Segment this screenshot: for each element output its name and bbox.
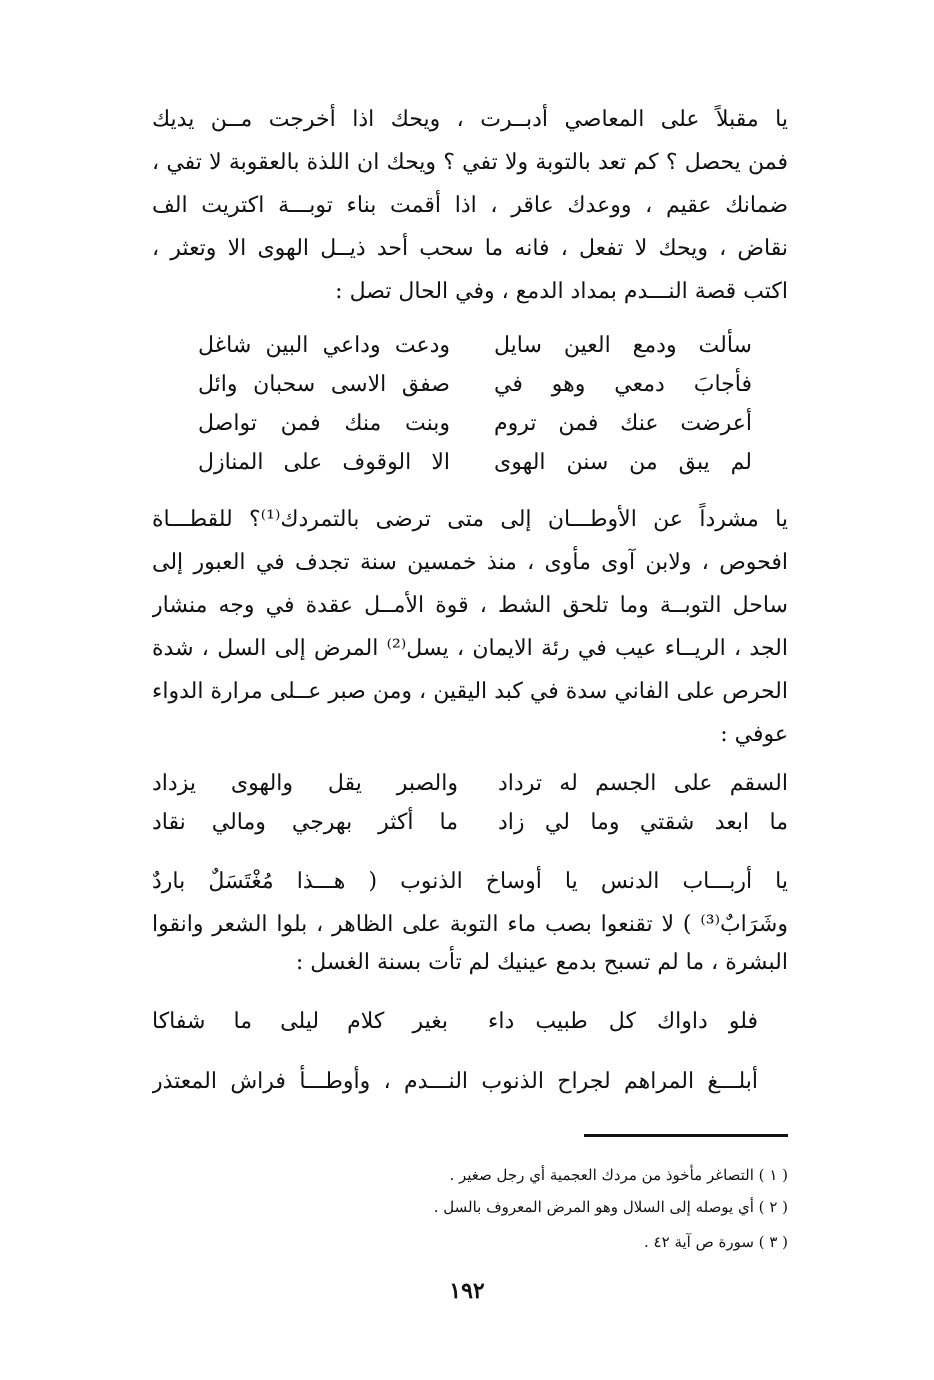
verse-block-1: [198, 326, 752, 482]
text-line: وشَرَابٌ⁽³⁾ ) لا تقنعوا بصب ماء التوبة على الظاهر ، بلوا الشعر وانقوا: [152, 912, 788, 937]
verse-line: [198, 326, 752, 365]
verse-hemistich-left: بغير كلام ليلى ما شفاكا: [152, 1009, 448, 1034]
verse-hemistich-right: لم يبق من سنن الهوى: [494, 450, 752, 475]
verse-block-3: [152, 1002, 758, 1041]
text-line: يا مشرداً عن الأوطـــان إلى متى ترضى بالتمردك⁽¹⁾؟ للقطـــاة: [152, 507, 788, 532]
text-line: عوفي :: [720, 722, 788, 747]
verse-hemistich-right: سألت ودمع العين سايل: [494, 333, 752, 358]
text-line: الحرص على الفاني سدة في كبد اليقين ، ومن صبر عــلى مرارة الدواء: [152, 679, 788, 704]
verse-line: [198, 404, 752, 443]
verse-hemistich-left: ما أكثر بهرجي ومالي نقاد: [152, 810, 458, 835]
footnote-2: ( ٢ ) أي يوصله إلى السلال وهو المرض المعروف بالسل .: [433, 1198, 788, 1216]
text-line: فمن يحصل ؟ كم تعد بالتوبة ولا تفي ؟ ويحك ان اللذة بالعقوبة لا تفي ،: [152, 150, 788, 175]
verse-hemistich-right: أعرضت عنك فمن تروم: [494, 411, 752, 436]
verse-block-2: [152, 764, 788, 842]
verse-hemistich-left: والصبر يقل والهوى يزداد: [152, 771, 458, 796]
paragraph-3: [152, 860, 788, 980]
footnote-3: ( ٣ ) سورة ص آية ٤٢ .: [644, 1233, 788, 1251]
text-line: يا مقبلاً على المعاصي أدبــرت ، ويحك اذا أخرجت مــن يديك: [152, 107, 788, 132]
verse-hemistich-left: ودعت وداعي البين شاغل: [198, 333, 450, 358]
verse-hemistich-left: صفق الاسى سحبان وائل: [198, 372, 450, 397]
verse-hemistich-left: وبنت منك فمن تواصل: [198, 411, 450, 436]
verse-hemistich-right: السقم على الجسم له ترداد: [498, 771, 788, 796]
verse-line: [152, 764, 788, 803]
text-line: افحوص ، ولابن آوى مأوى ، منذ خمسين سنة تجدف في العبور إلى: [152, 550, 788, 575]
verse-line: [198, 443, 752, 482]
verse-line: [152, 803, 788, 842]
text-line: البشرة ، ما لم تسبح بدمع عينيك لم تأت بسنة الغسل :: [295, 950, 788, 975]
paragraph-4: [152, 1060, 758, 1103]
verse-hemistich-right: فأجابَ دمعي وهو في: [494, 372, 752, 397]
verse-line: [198, 365, 752, 404]
verse-hemistich-left: الا الوقوف على المنازل: [198, 450, 450, 475]
paragraph-2: [152, 498, 788, 756]
text-line: الجد ، الريــاء عيب في رئة الايمان ، يسل⁽²⁾ المرض إلى السل ، شدة: [152, 636, 788, 661]
footnote-1: ( ١ ) التصاغر مأخوذ من مردك العجمية أي رجل صغير .: [449, 1166, 788, 1184]
text-line: نقاض ، ويحك لا تفعل ، فانه ما سحب أحد ذيــل الهوى الا وتعثر ،: [152, 236, 788, 261]
text-line: اكتب قصة النـــدم بمداد الدمع ، وفي الحال تصل :: [335, 279, 788, 304]
verse-line: [152, 1002, 758, 1041]
text-line: أبلـــغ المراهم لجراح الذنوب النـــدم ، وأوطـــأ فراش المعتذر: [152, 1069, 758, 1094]
page-number: ١٩٢: [449, 1278, 485, 1304]
verse-hemistich-right: ما ابعد شقتي وما لي زاد: [498, 810, 788, 835]
footnote-separator: [584, 1134, 788, 1137]
text-line: يا أربـــاب الدنس يا أوساخ الذنوب ( هـــذا مُغْتَسَلٌ باردٌ: [152, 869, 788, 894]
verse-hemistich-right: فلو داواك كل طبيب داء: [488, 1009, 758, 1034]
paragraph-1: [152, 98, 788, 313]
text-line: ساحل التوبــة وما تلحق الشط ، قوة الأمــل عقدة في وجه منشار: [152, 593, 788, 618]
text-line: ضمانك عقيم ، ووعدك عاقر ، اذا أقمت بناء توبـــة اكتريت الف: [152, 193, 788, 218]
